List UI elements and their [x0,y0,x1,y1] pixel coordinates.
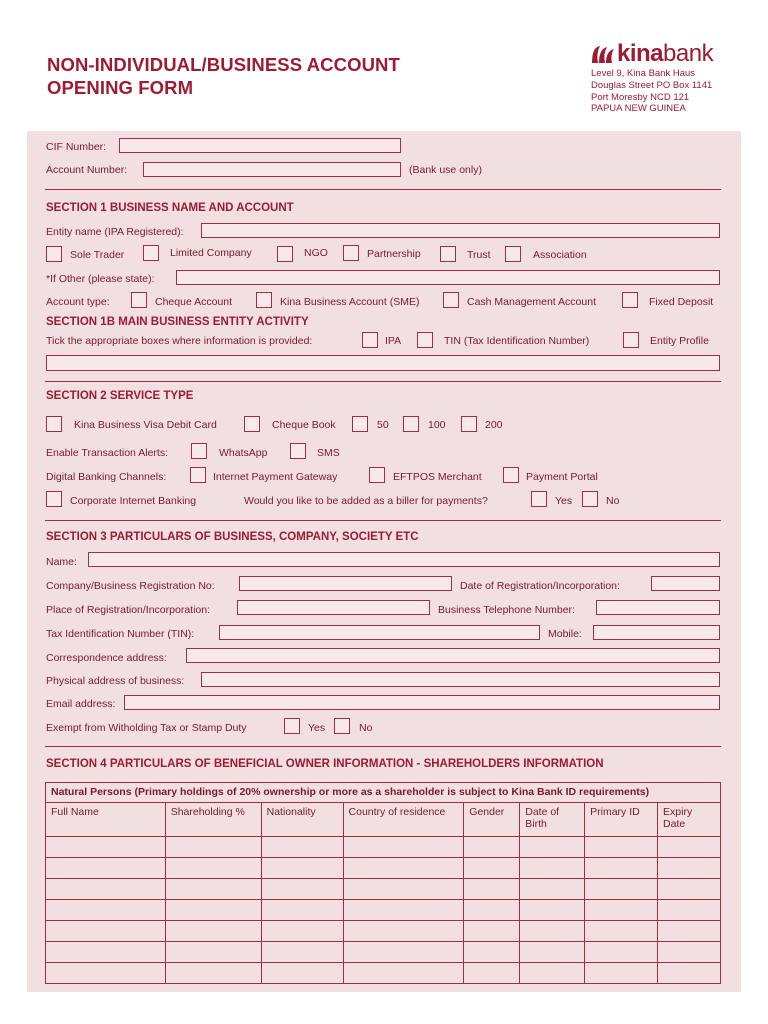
biller-yes-label: Yes [555,495,573,507]
if-other-field[interactable] [176,270,720,285]
business-phone-field[interactable] [596,600,720,615]
table-cell[interactable] [261,900,343,921]
table-row [46,921,721,942]
ngo-checkbox[interactable] [277,246,293,262]
table-cell[interactable] [585,963,658,984]
account-number-label: Account Number: [46,164,128,176]
table-cell[interactable] [464,879,520,900]
table-cell[interactable] [658,900,721,921]
biller-yes-checkbox[interactable] [531,491,547,507]
table-cell[interactable] [343,900,464,921]
payment-portal-checkbox[interactable] [503,467,519,483]
payment-portal-label: Payment Portal [526,471,598,483]
bank-address [591,68,712,115]
title-line-2: OPENING FORM [47,77,194,98]
registration-place-field[interactable] [237,600,430,615]
table-cell[interactable] [520,858,585,879]
business-name-label: Name: [46,556,77,568]
cif-number-field[interactable] [119,138,401,153]
table-cell[interactable] [165,879,261,900]
registration-date-field[interactable] [651,576,720,591]
visa-debit-card-label: Kina Business Visa Debit Card [74,419,217,431]
entity-name-field[interactable] [201,223,720,238]
tax-exempt-yes-checkbox[interactable] [284,718,300,734]
divider [45,381,721,382]
registration-date-label: Date of Registration/Incorporation: [460,580,620,592]
tax-exempt-label: Exempt from Witholding Tax or Stamp Duty [46,722,247,734]
table-row [46,858,721,879]
column-header: Full Name [46,803,166,837]
email-address-label: Email address: [46,698,116,710]
table-cell[interactable] [343,858,464,879]
table-cell[interactable] [585,921,658,942]
account-type-label: Account type: [46,296,110,308]
kina-business-account-label: Kina Business Account (SME) [280,296,420,308]
table-cell[interactable] [520,963,585,984]
divider [45,189,721,190]
cheque-account-checkbox[interactable] [131,292,147,308]
table-cell[interactable] [165,900,261,921]
cash-management-account-label: Cash Management Account [467,296,596,308]
table-cell[interactable] [261,879,343,900]
section-2-title: SECTION 2 SERVICE TYPE [46,390,194,402]
table-cell[interactable] [343,921,464,942]
ngo-label: NGO [304,247,328,259]
fixed-deposit-checkbox[interactable] [622,292,638,308]
table-cell[interactable] [585,942,658,963]
section-4-title: SECTION 4 PARTICULARS OF BENEFICIAL OWNER INFORMATION - SHAREHOLDERS INFORMATION [46,758,604,770]
whatsapp-label: WhatsApp [219,447,268,459]
table-cell[interactable] [343,837,464,858]
partnership-label: Partnership [367,248,421,260]
table-cell[interactable] [261,963,343,984]
logo-text-kina: kina [617,40,664,67]
column-header: Gender [464,803,520,837]
table-cell[interactable] [464,837,520,858]
correspondence-address-field[interactable] [186,648,720,663]
table-cell[interactable] [343,879,464,900]
table-row [46,900,721,921]
table-caption: Natural Persons (Primary holdings of 20% ownership or more as a shareholder is subject to Kina Bank ID requirements) [46,783,721,803]
table-cell[interactable] [520,879,585,900]
table-cell[interactable] [165,963,261,984]
cheque-100-checkbox[interactable] [403,416,419,432]
table-cell[interactable] [165,837,261,858]
shareholders-table [45,782,721,984]
table-cell[interactable] [464,942,520,963]
cheque-50-label: 50 [377,419,389,431]
cheque-book-checkbox[interactable] [244,416,260,432]
table-cell[interactable] [46,879,166,900]
fixed-deposit-label: Fixed Deposit [649,296,714,308]
section-3-title: SECTION 3 PARTICULARS OF BUSINESS, COMPANY, SOCIETY ETC [46,531,419,543]
physical-address-label: Physical address of business: [46,675,185,687]
registration-place-label: Place of Registration/Incorporation: [46,604,211,616]
entity-name-label: Entity name (IPA Registered): [46,226,184,238]
divider [45,746,721,747]
entity-activity-field[interactable] [46,355,720,371]
biller-question: Would you like to be added as a biller for payments? [244,495,488,507]
biller-no-checkbox[interactable] [582,491,598,507]
limited-company-label: Limited Company [170,247,252,259]
table-cell[interactable] [46,942,166,963]
table-cell[interactable] [520,900,585,921]
business-phone-label: Business Telephone Number: [438,604,575,616]
association-label: Association [533,249,587,261]
section-1b-title: SECTION 1B MAIN BUSINESS ENTITY ACTIVITY [46,316,309,328]
correspondence-address-label: Correspondence address: [46,652,167,664]
column-header: Country of residence [343,803,464,837]
account-number-field[interactable] [143,162,401,177]
table-cell[interactable] [261,942,343,963]
section-1-title: SECTION 1 BUSINESS NAME AND ACCOUNT [46,202,294,214]
kina-business-account-checkbox[interactable] [256,292,272,308]
mobile-field[interactable] [593,625,720,640]
registration-no-label: Company/Business Registration No: [46,580,215,592]
kina-bank-logo [590,40,713,68]
sole-trader-label: Sole Trader [70,249,125,261]
entity-profile-checkbox[interactable] [623,332,639,348]
email-address-field[interactable] [124,695,720,710]
address-line: PAPUA NEW GUINEA [591,103,686,115]
association-checkbox[interactable] [505,246,521,262]
bank-use-only-note: (Bank use only) [409,164,482,176]
physical-address-field[interactable] [201,672,720,687]
table-cell[interactable] [46,900,166,921]
tin-label: TIN (Tax Identification Number) [444,335,590,347]
whatsapp-checkbox[interactable] [191,443,207,459]
internet-payment-gateway-checkbox[interactable] [190,467,206,483]
column-header: Date of Birth [520,803,585,837]
sole-trader-checkbox[interactable] [46,246,62,262]
table-cell[interactable] [585,900,658,921]
table-cell[interactable] [46,921,166,942]
table-cell[interactable] [261,921,343,942]
entity-profile-label: Entity Profile [650,335,709,347]
cheque-50-checkbox[interactable] [352,416,368,432]
table-cell[interactable] [261,858,343,879]
tick-boxes-label: Tick the appropriate boxes where information is provided: [46,335,313,347]
tin-number-field[interactable] [219,625,540,640]
table-cell[interactable] [464,900,520,921]
table-cell[interactable] [658,879,721,900]
registration-no-field[interactable] [239,576,452,591]
table-cell[interactable] [585,858,658,879]
visa-debit-card-checkbox[interactable] [46,416,62,432]
limited-company-checkbox[interactable] [143,245,159,261]
table-row [46,942,721,963]
eftpos-merchant-label: EFTPOS Merchant [393,471,482,483]
table-cell[interactable] [165,942,261,963]
table-cell[interactable] [658,921,721,942]
address-line: Douglas Street PO Box 1141 [591,79,713,91]
table-cell[interactable] [658,942,721,963]
transaction-alerts-label: Enable Transaction Alerts: [46,447,168,459]
table-cell[interactable] [520,921,585,942]
ipa-checkbox[interactable] [362,332,378,348]
column-header: Expiry Date [658,803,721,837]
biller-no-label: No [606,495,620,507]
table-cell[interactable] [343,963,464,984]
table-cell[interactable] [585,879,658,900]
address-line: Port Moresby NCD 121 [591,91,690,103]
address-line: Level 9, Kina Bank Haus [591,68,696,79]
tax-exempt-no-label: No [359,722,373,734]
table-cell[interactable] [165,921,261,942]
eftpos-merchant-checkbox[interactable] [369,467,385,483]
cif-number-label: CIF Number: [46,141,107,153]
mobile-label: Mobile: [548,628,582,640]
table-row [46,879,721,900]
cheque-100-label: 100 [428,419,446,431]
column-header: Nationality [261,803,343,837]
table-cell[interactable] [46,858,166,879]
table-cell[interactable] [46,963,166,984]
tax-exempt-no-checkbox[interactable] [334,718,350,734]
corporate-internet-banking-checkbox[interactable] [46,491,62,507]
title-line-1: NON-INDIVIDUAL/BUSINESS ACCOUNT [47,54,400,75]
table-cell[interactable] [520,837,585,858]
table-cell[interactable] [520,942,585,963]
table-row [46,837,721,858]
table-cell[interactable] [464,858,520,879]
trust-checkbox[interactable] [440,246,456,262]
cheque-200-label: 200 [485,419,503,431]
table-cell[interactable] [658,963,721,984]
if-other-label: *If Other (please state): [46,273,155,285]
cheque-200-checkbox[interactable] [461,416,477,432]
logo-text-bank: bank [663,40,714,67]
cash-management-account-checkbox[interactable] [443,292,459,308]
form-title [47,53,400,99]
cheque-account-label: Cheque Account [155,296,233,308]
cheque-book-label: Cheque Book [272,419,336,431]
column-header: Shareholding % [165,803,261,837]
business-name-field[interactable] [88,552,720,567]
table-row [46,963,721,984]
kina-logo-icon [590,43,616,65]
table-cell[interactable] [464,963,520,984]
column-header: Primary ID [585,803,658,837]
table-cell[interactable] [464,921,520,942]
internet-payment-gateway-label: Internet Payment Gateway [213,471,338,483]
table-cell[interactable] [46,837,166,858]
trust-label: Trust [467,249,491,261]
table-cell[interactable] [165,858,261,879]
ipa-label: IPA [385,335,402,347]
corporate-internet-banking-label: Corporate Internet Banking [70,495,197,507]
table-header-row [46,803,721,837]
divider [45,520,721,521]
tin-number-label: Tax Identification Number (TIN): [46,628,195,640]
partnership-checkbox[interactable] [343,245,359,261]
digital-banking-label: Digital Banking Channels: [46,471,167,483]
table-cell[interactable] [585,837,658,858]
table-cell[interactable] [343,942,464,963]
tin-checkbox[interactable] [417,332,433,348]
table-cell[interactable] [658,837,721,858]
table-cell[interactable] [658,858,721,879]
table-cell[interactable] [261,837,343,858]
sms-label: SMS [317,447,340,459]
sms-checkbox[interactable] [290,443,306,459]
tax-exempt-yes-label: Yes [308,722,326,734]
